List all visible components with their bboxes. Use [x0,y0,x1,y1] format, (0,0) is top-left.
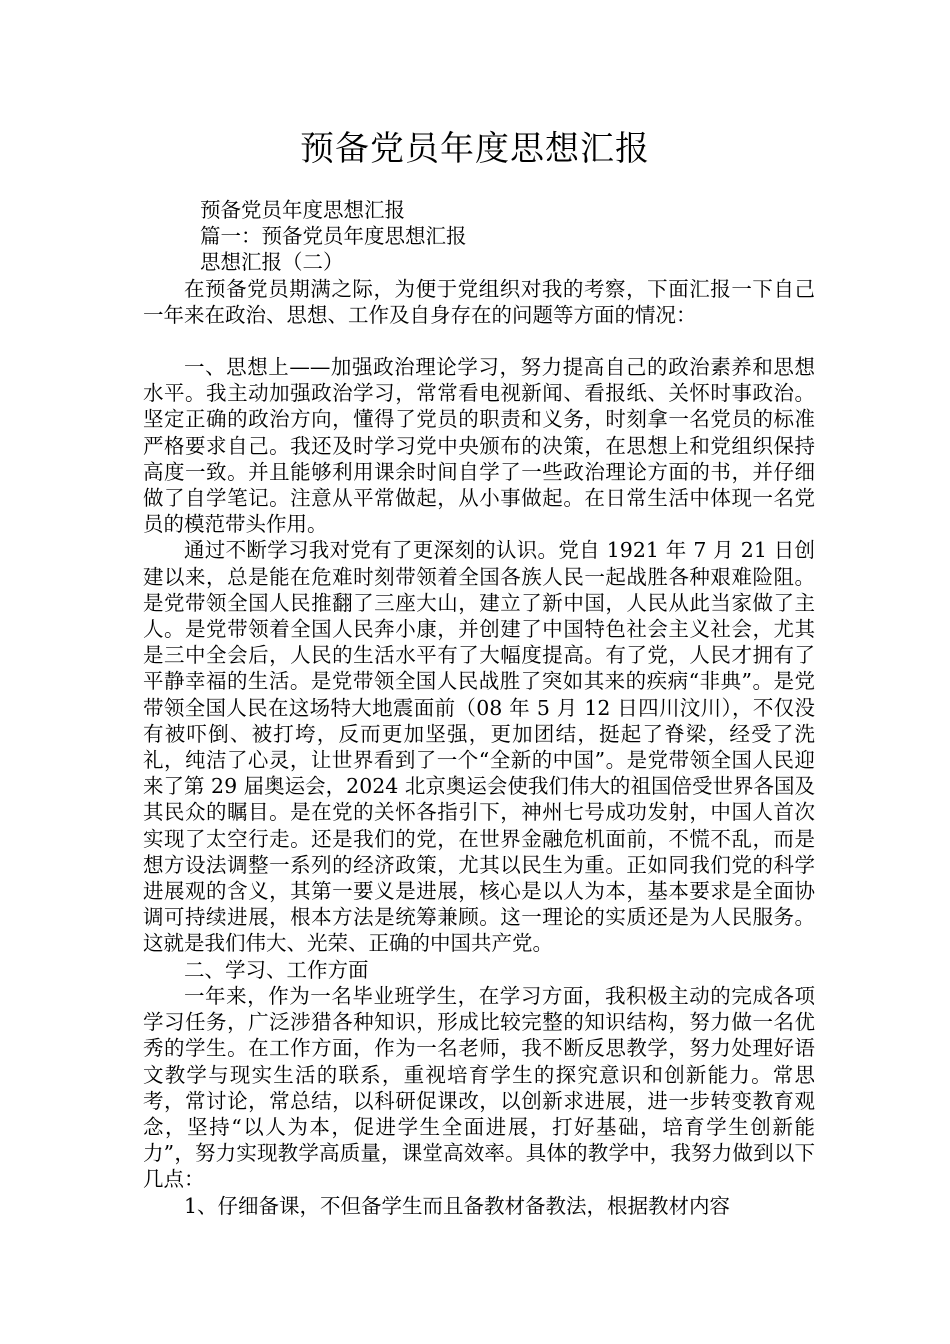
header-line-3: 思想汇报（二） [200,250,344,275]
list-item-1: 1、仔细备课，不但备学生而且备教材备教法，根据教材内容 [184,1193,731,1218]
section-2-heading: 二、学习、工作方面 [184,957,369,982]
header-line-2: 篇一：预备党员年度思想汇报 [200,224,467,249]
intro-paragraph: 在预备党员期满之际，为便于党组织对我的考察，下面汇报一下自己一年来在政治、思想、工作及自身存在的问题等方面的情况： [143,276,815,327]
header-line-1: 预备党员年度思想汇报 [200,198,405,222]
document-body [143,197,815,1219]
paragraph-spacer [143,328,815,354]
document-title: 预备党员年度思想汇报 [300,129,650,169]
party-history-paragraph: 通过不断学习我对党有了更深刻的认识。党自 1921 年 7 月 21 日创建以来，总是能在危难时刻带领着全国各族人民一起战胜各种艰难险阻。是党带领全国人民推翻了三座大山，建立了新中国，人民从此当家做了主人。是党带领着全国人民奔小康，并创建了中国特色社会主义社会，尤其是三中全会后，人民的生活水平有了大幅度提高。有了党，人民才拥有了平静幸福的生活。是党带领全国人民战胜了突如其来的疾病“非典”。是党带领全国人民在这场特大地震面前（08 年 5 月 12 日四川汶川），不仅没有被吓倒、被打垮，反而更加坚强，更加团结，挺起了脊梁，经受了洗礼，纯洁了心灵，让世界看到了一个“全新的中国”。是党带领全国人民迎来了第 29 届奥运会，2024 北京奥运会使我们伟大的祖国倍受世界各国及其民众的瞩目。是在党的关怀各指引下，神州七号成功发射，中国人首次实现了太空行走。还是我们的党，在世界金融危机面前，不慌不乱，而是想方设法调整一系列的经济政策，尤其以民生为重。正如同我们党的科学进展观的含义，其第一要义是进展，核心是以人为本，基本要求是全面协调可持续进展，根本方法是统筹兼顾。这一理论的实质还是为人民服务。这就是我们伟大、光荣、正确的中国共产党。 [143,538,815,956]
study-work-paragraph: 一年来，作为一名毕业班学生，在学习方面，我积极主动的完成各项学习任务，广泛涉猎各种知识，形成比较完整的知识结构，努力做一名优秀的学生。在工作方面，作为一名老师，我不断反思教学，努力处理好语文教学与现实生活的联系，重视培育学生的探究意识和创新能力。常思考，常讨论，常总结，以科研促课改，以创新求进展，进一步转变教育观念，坚持“以人为本，促进学生全面进展，打好基础，培育学生创新能力”，努力实现教学高质量，课堂高效率。具体的教学中，我努力做到以下几点： [143,983,815,1192]
section-1-paragraph: 一、思想上——加强政治理论学习，努力提高自己的政治素养和思想水平。我主动加强政治学习，常常看电视新闻、看报纸、关怀时事政治。坚定正确的政治方向，懂得了党员的职责和义务，时刻拿一名党员的标准严格要求自己。我还及时学习党中央颁布的决策，在思想上和党组织保持高度一致。并且能够利用课余时间自学了一些政治理论方面的书，并仔细做了自学笔记。注意从平常做起，从小事做起。在日常生活中体现一名党员的模范带头作用。 [143,355,815,537]
